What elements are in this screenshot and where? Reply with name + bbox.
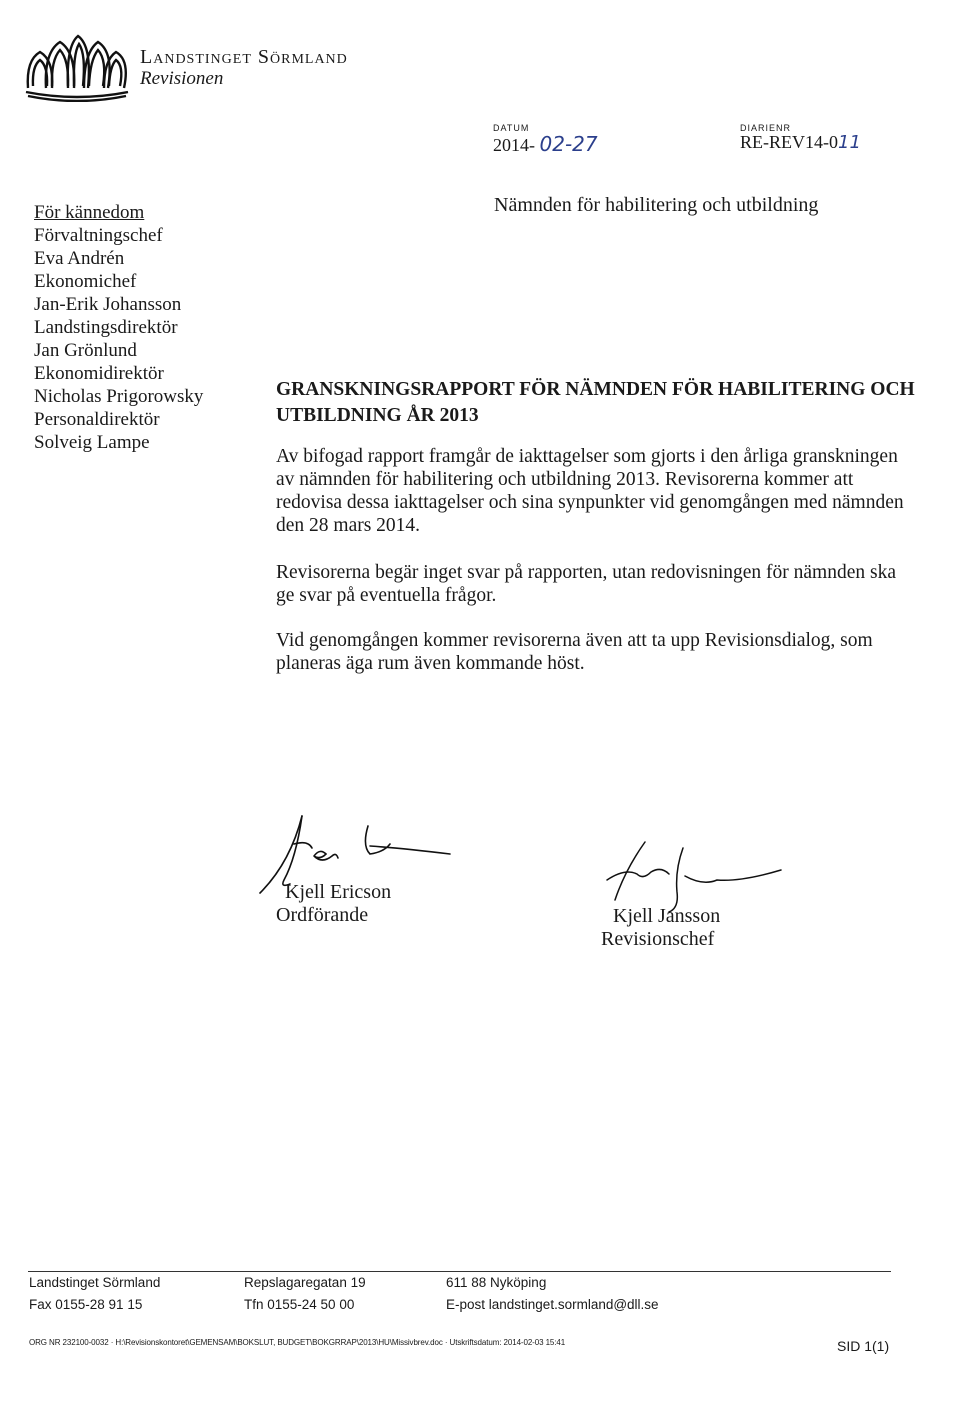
- subject-heading: GRANSKNINGSRAPPORT FÖR NÄMNDEN FÖR HABILITERING OCH UTBILDNING ÅR 2013: [276, 379, 915, 426]
- footer-fax: Fax 0155-28 91 15: [29, 1297, 143, 1312]
- distribution-heading: För kännedom: [34, 202, 145, 223]
- footer-email: E-post landstinget.sormland@dll.se: [446, 1297, 659, 1312]
- signatory-name: Kjell Jansson: [613, 905, 721, 927]
- recipient: Nämnden för habilitering och utbildning: [494, 194, 819, 216]
- page-number: SID 1(1): [837, 1338, 890, 1354]
- distribution-entry: Jan-Erik Johansson: [34, 294, 182, 315]
- diarienr-printed: RE-REV14-0: [740, 132, 838, 152]
- distribution-entry: Förvaltningschef: [34, 225, 163, 246]
- footer-phone: Tfn 0155-24 50 00: [244, 1297, 355, 1312]
- footer-divider: [28, 1271, 891, 1272]
- signatory-title: Revisionschef: [601, 928, 715, 950]
- distribution-entry: Jan Grönlund: [34, 340, 137, 361]
- datum-label: DATUM: [493, 123, 530, 133]
- signatory-title: Ordförande: [276, 904, 369, 926]
- distribution-entry: Landstingsdirektör: [34, 317, 178, 338]
- datum-handwritten: 02-27: [539, 132, 598, 156]
- crown-logo-icon: [22, 30, 132, 102]
- body-paragraph: Vid genomgången kommer revisorerna även att ta upp Revisionsdialog, som planeras äga rum även kommande höst.: [276, 630, 873, 674]
- distribution-entry: Eva Andrén: [34, 248, 125, 269]
- footer-org: Landstinget Sörmland: [29, 1275, 161, 1290]
- org-unit: Revisionen: [140, 68, 224, 89]
- datum-printed: 2014-: [493, 135, 535, 155]
- distribution-entry: Ekonomidirektör: [34, 363, 164, 384]
- diarienr-handwritten: 11: [838, 132, 861, 153]
- distribution-entry: Ekonomichef: [34, 271, 137, 292]
- footer-address: Repslagaregatan 19: [244, 1275, 366, 1290]
- distribution-entry: Personaldirektör: [34, 409, 160, 430]
- signatory-name: Kjell Ericson: [285, 881, 392, 903]
- org-name: Landstinget Sörmland: [140, 46, 348, 68]
- datum-value: [493, 132, 598, 156]
- body-paragraph: Av bifogad rapport framgår de iakttagelser som gjorts i den årliga granskningen av nämnden för habilitering och utbildning 2013. Revisorerna kommer att redovisa dessa iakttagelser och sina synpunkter vid genomgången med nämnden den 28 mars 2014.: [276, 446, 904, 536]
- footer-file-meta: ORG NR 232100-0032 · H:\Revisionskontoret\GEMENSAM\BOKSLUT, BUDGET\BOKGRRAP\2013\HU\Missivbrev.doc · Utskriftsdatum: 2014-02-03 15:41: [29, 1338, 566, 1347]
- footer-city: 611 88 Nyköping: [446, 1275, 547, 1290]
- body-paragraph: Revisorerna begär inget svar på rapporten, utan redovisningen för nämnden ska ge svar på eventuella frågor.: [276, 562, 897, 606]
- distribution-entry: Nicholas Prigorowsky: [34, 386, 204, 407]
- diarienr-label: DIARIENR: [740, 123, 792, 133]
- distribution-entry: Solveig Lampe: [34, 432, 150, 453]
- diarienr-value: [740, 132, 861, 153]
- distribution-list: [34, 201, 203, 454]
